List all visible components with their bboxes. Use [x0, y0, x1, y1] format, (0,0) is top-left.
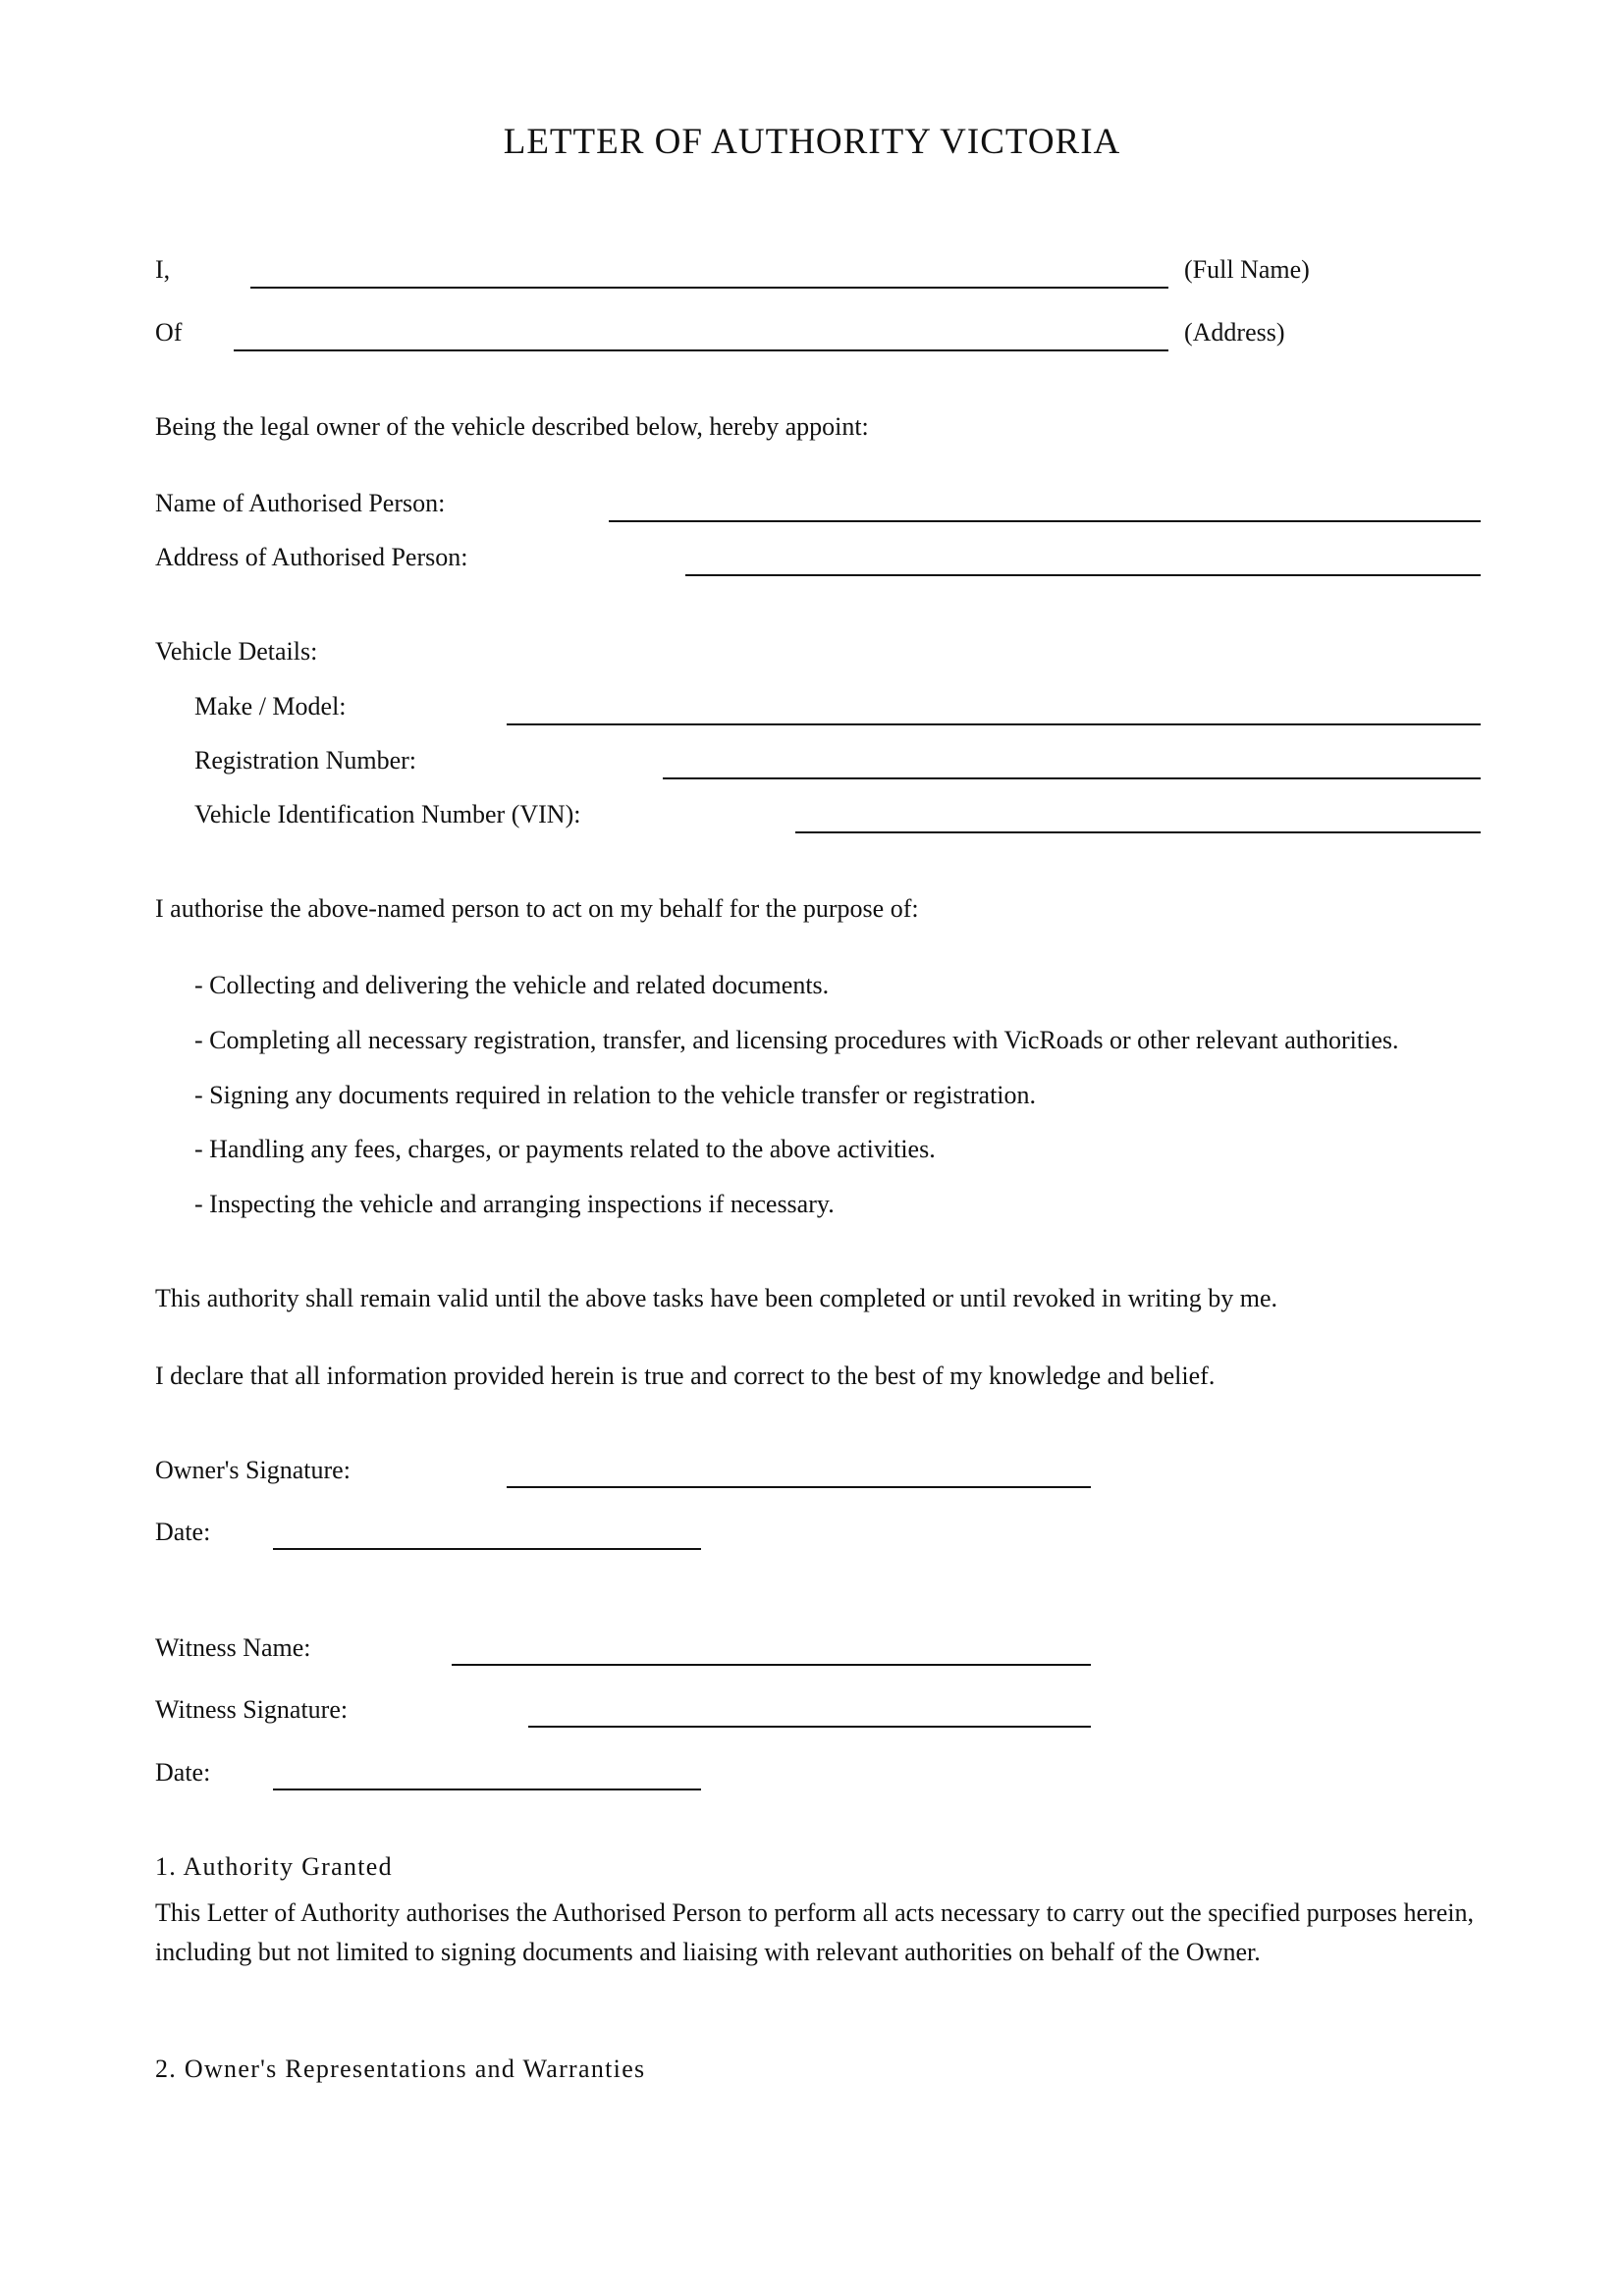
i-label: I,	[155, 255, 171, 284]
section-body: This Letter of Authority authorises the Authorised Person to perform all acts necessary to carry out the specified purposes herein, including but not limited to signing documents and liaising with relevant authorities on behalf of the Owner.	[155, 1898, 1474, 1966]
declaration-text: I declare that all information provided herein is true and correct to the best of my knowledge and belief.	[155, 1362, 1216, 1390]
address-hint: (Address)	[1184, 318, 1285, 347]
owner-signature-label: Owner's Signature:	[155, 1456, 351, 1484]
witness-name-label: Witness Name:	[155, 1633, 311, 1662]
registration-field[interactable]	[663, 777, 1481, 779]
section-heading: 1. Authority Granted	[155, 1852, 393, 1881]
section-heading: 2. Owner's Representations and Warranties	[155, 2055, 646, 2083]
owner-date-label: Date:	[155, 1518, 211, 1546]
purpose-item: - Signing any documents required in relation to the vehicle transfer or registration.	[194, 1081, 1037, 1109]
authorised-name-field[interactable]	[609, 520, 1481, 522]
witness-date-label: Date:	[155, 1758, 211, 1787]
full-name-field[interactable]	[250, 287, 1168, 289]
owner-signature-field[interactable]	[507, 1486, 1091, 1488]
witness-name-field[interactable]	[452, 1664, 1091, 1666]
vehicle-details-heading: Vehicle Details:	[155, 637, 318, 666]
purpose-item: - Inspecting the vehicle and arranging inspections if necessary.	[194, 1190, 835, 1218]
registration-label: Registration Number:	[194, 746, 417, 774]
make-model-label: Make / Model:	[194, 692, 347, 721]
authorised-name-label: Name of Authorised Person:	[155, 489, 446, 517]
document-title: LETTER OF AUTHORITY VICTORIA	[503, 122, 1121, 162]
make-model-field[interactable]	[507, 723, 1481, 725]
witness-date-field[interactable]	[273, 1789, 701, 1790]
of-label: Of	[155, 318, 183, 347]
authorised-address-label: Address of Authorised Person:	[155, 543, 468, 571]
vin-field[interactable]	[795, 831, 1481, 833]
witness-signature-label: Witness Signature:	[155, 1695, 349, 1724]
owner-date-field[interactable]	[273, 1548, 701, 1550]
owner-address-field[interactable]	[234, 349, 1168, 351]
intro-text: Being the legal owner of the vehicle described below, hereby appoint:	[155, 412, 869, 441]
witness-signature-field[interactable]	[528, 1726, 1091, 1728]
vin-label: Vehicle Identification Number (VIN):	[194, 800, 581, 828]
purpose-item: - Completing all necessary registration, transfer, and licensing procedures with VicRoads or other relevant authorities.	[194, 1026, 1399, 1054]
purpose-item: - Handling any fees, charges, or payments related to the above activities.	[194, 1135, 936, 1163]
validity-text: This authority shall remain valid until the above tasks have been completed or until revoked in writing by me.	[155, 1284, 1277, 1312]
purpose-intro: I authorise the above-named person to act on my behalf for the purpose of:	[155, 894, 919, 923]
purpose-item: - Collecting and delivering the vehicle and related documents.	[194, 971, 830, 999]
full-name-hint: (Full Name)	[1184, 255, 1310, 284]
authorised-address-field[interactable]	[685, 574, 1481, 576]
